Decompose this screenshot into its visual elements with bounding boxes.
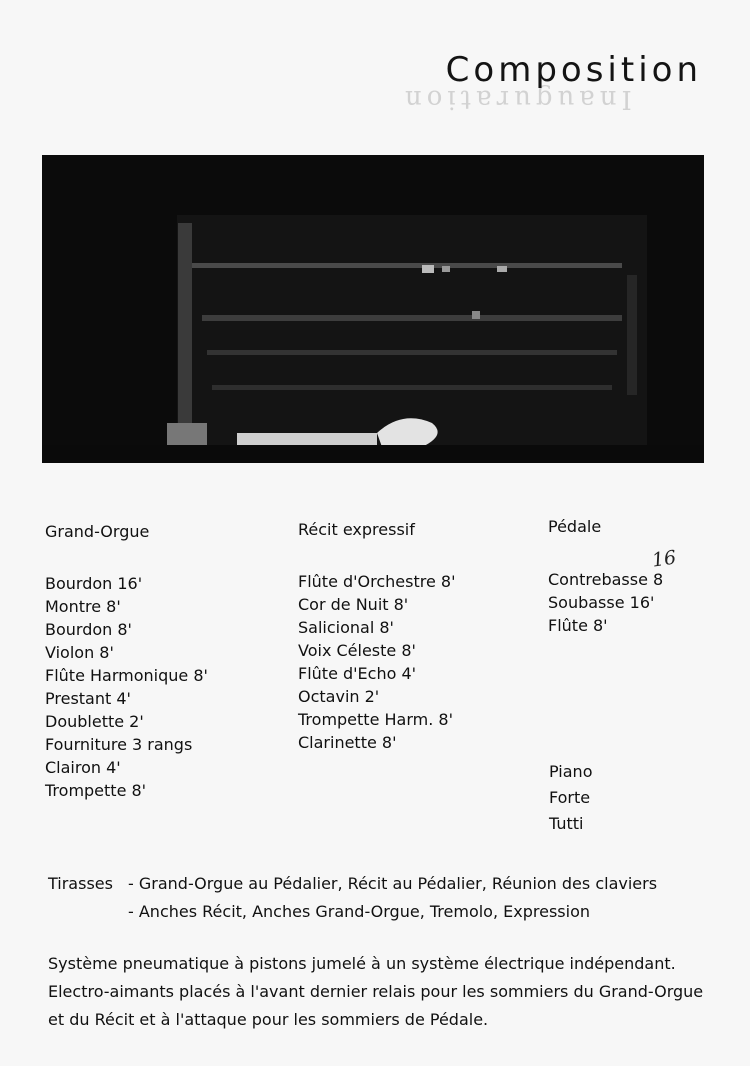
- tirasses-label: Tirasses: [48, 874, 113, 893]
- stop-item: Voix Céleste 8': [298, 641, 416, 660]
- console-photo: [42, 155, 704, 463]
- tirasses-line: - Grand-Orgue au Pédalier, Récit au Pédalier, Réunion des claviers: [128, 874, 658, 893]
- recit-column: [298, 518, 456, 754]
- stop-item: Clairon 4': [45, 758, 121, 777]
- grand-orgue-column: [45, 520, 208, 802]
- accessory-item: Forte: [549, 788, 591, 807]
- pedale-heading: Pédale: [548, 517, 602, 536]
- stop-item: Trompette Harm. 8': [298, 710, 453, 729]
- accessory-item: Piano: [549, 762, 593, 781]
- handwritten-correction: 16: [650, 546, 678, 572]
- stop-item: Flûte d'Echo 4': [298, 664, 417, 683]
- stop-item: Flûte 8': [548, 616, 608, 635]
- tirasses-line: - Anches Récit, Anches Grand-Orgue, Tremolo, Expression: [128, 902, 590, 921]
- stop-item: Bourdon 16': [45, 574, 143, 593]
- pedale-column: [548, 515, 663, 637]
- system-description: Système pneumatique à pistons jumelé à un système électrique indépendant. Electro-aimants placés à l'avant dernier relais pour les sommiers du Grand-Orgue et du Récit et à l'attaque pour les sommiers de Pédale.: [48, 954, 704, 1029]
- stop-item: Salicional 8': [298, 618, 394, 637]
- stop-item: Cor de Nuit 8': [298, 595, 409, 614]
- stop-item: Violon 8': [45, 643, 114, 662]
- stop-item: Fourniture 3 rangs: [45, 735, 193, 754]
- accessory-item: Tutti: [549, 814, 584, 833]
- console-photo-image: [42, 155, 704, 463]
- stop-item: Soubasse 16': [548, 593, 655, 612]
- accessories-list: [549, 759, 592, 837]
- stop-item: Trompette 8': [45, 781, 147, 800]
- stop-item: Bourdon 8': [45, 620, 132, 639]
- stop-item: Flûte d'Orchestre 8': [298, 572, 456, 591]
- stop-item: Montre 8': [45, 597, 121, 616]
- stop-item: Octavin 2': [298, 687, 380, 706]
- stop-item: Clarinette 8': [298, 733, 397, 752]
- stop-item: Flûte Harmonique 8': [45, 666, 208, 685]
- recit-heading: Récit expressif: [298, 520, 415, 539]
- grand-orgue-heading: Grand-Orgue: [45, 522, 150, 541]
- stop-item: Prestant 4': [45, 689, 131, 708]
- page-title: Composition: [445, 50, 702, 90]
- show-through-text: Inauguration: [400, 84, 632, 114]
- tirasses-section: [48, 870, 657, 926]
- stop-item: Doublette 2': [45, 712, 144, 731]
- stop-item: Contrebasse 8: [548, 570, 664, 589]
